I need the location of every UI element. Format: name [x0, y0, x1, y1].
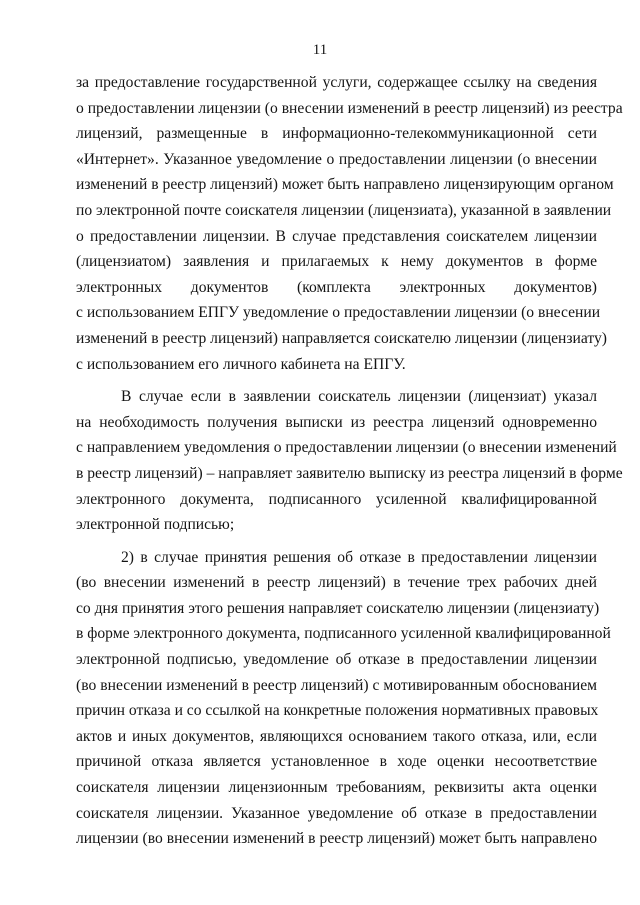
document-body — [76, 70, 623, 852]
text-line: с направлением уведомления о предоставлении лицензии (о внесении изменений — [76, 439, 617, 457]
text-line: в форме электронного документа, подписанного усиленной квалифицированной — [76, 625, 611, 643]
text-line: причиной отказа является установленное в ходе оценки несоответствие — [76, 753, 597, 771]
text-line: лицензии (во внесении изменений в реестр лицензий) может быть направлено — [76, 830, 597, 848]
text-line: в реестр лицензий) – направляет заявителю выписку из реестра лицензий в форме — [76, 464, 623, 482]
page-number: 11 — [312, 42, 328, 58]
text-line: на необходимость получения выписки из реестра лицензий одновременно — [76, 413, 597, 431]
text-line: электронных документов (комплекта электронных документов) — [76, 278, 597, 296]
text-line: причин отказа и со ссылкой на конкретные положения нормативных правовых — [76, 702, 599, 720]
text-line: «Интернет». Указанное уведомление о предоставлении лицензии (о внесении — [76, 150, 597, 168]
text-line: (лицензиатом) заявления и прилагаемых к нему документов в форме — [76, 253, 597, 271]
text-line: 2) в случае принятия решения об отказе в предоставлении лицензии — [121, 548, 597, 566]
text-line: за предоставление государственной услуги, содержащее ссылку на сведения — [76, 74, 597, 91]
text-line: со дня принятия этого решения направляет соискателю лицензии (лицензиату) — [76, 599, 600, 617]
text-line: о предоставлении лицензии (о внесении изменений в реестр лицензий) из реестра — [76, 99, 623, 117]
text-line: (во внесении изменений в реестр лицензий) с мотивированным обоснованием — [76, 676, 597, 694]
text-line: электронного документа, подписанного усиленной квалифицированной — [76, 490, 597, 508]
text-line: В случае если в заявлении соискатель лицензии (лицензиат) указал — [121, 388, 597, 406]
text-line: изменений в реестр лицензий) направляется соискателю лицензии (лицензиату) — [76, 329, 607, 347]
text-line: по электронной почте соискателя лицензии (лицензиата), указанной в заявлении — [76, 201, 612, 219]
text-line: с использованием ЕПГУ уведомление о предоставлении лицензии (о внесении — [76, 304, 601, 322]
text-line: электронной подписью, уведомление об отказе в предоставлении лицензии — [76, 651, 597, 669]
text-line: соискателя лицензии лицензионным требованиям, реквизиты акта оценки — [76, 779, 597, 797]
text-line: изменений в реестр лицензий) может быть направлено лицензирующим органом — [76, 176, 614, 194]
text-line: о предоставлении лицензии. В случае представления соискателем лицензии — [76, 227, 597, 245]
text-line: (во внесении изменений в реестр лицензий) в течение трех рабочих дней — [76, 574, 597, 592]
text-line: актов и иных документов, являющихся основанием такого отказа, или, если — [76, 727, 597, 745]
text-line: с использованием его личного кабинета на ЕПГУ. — [76, 355, 406, 373]
text-line: электронной подписью; — [76, 516, 235, 534]
text-line: лицензий, размещенные в информационно-телекоммуникационной сети — [76, 125, 597, 143]
text-line: соискателя лицензии. Указанное уведомление об отказе в предоставлении — [76, 804, 597, 822]
